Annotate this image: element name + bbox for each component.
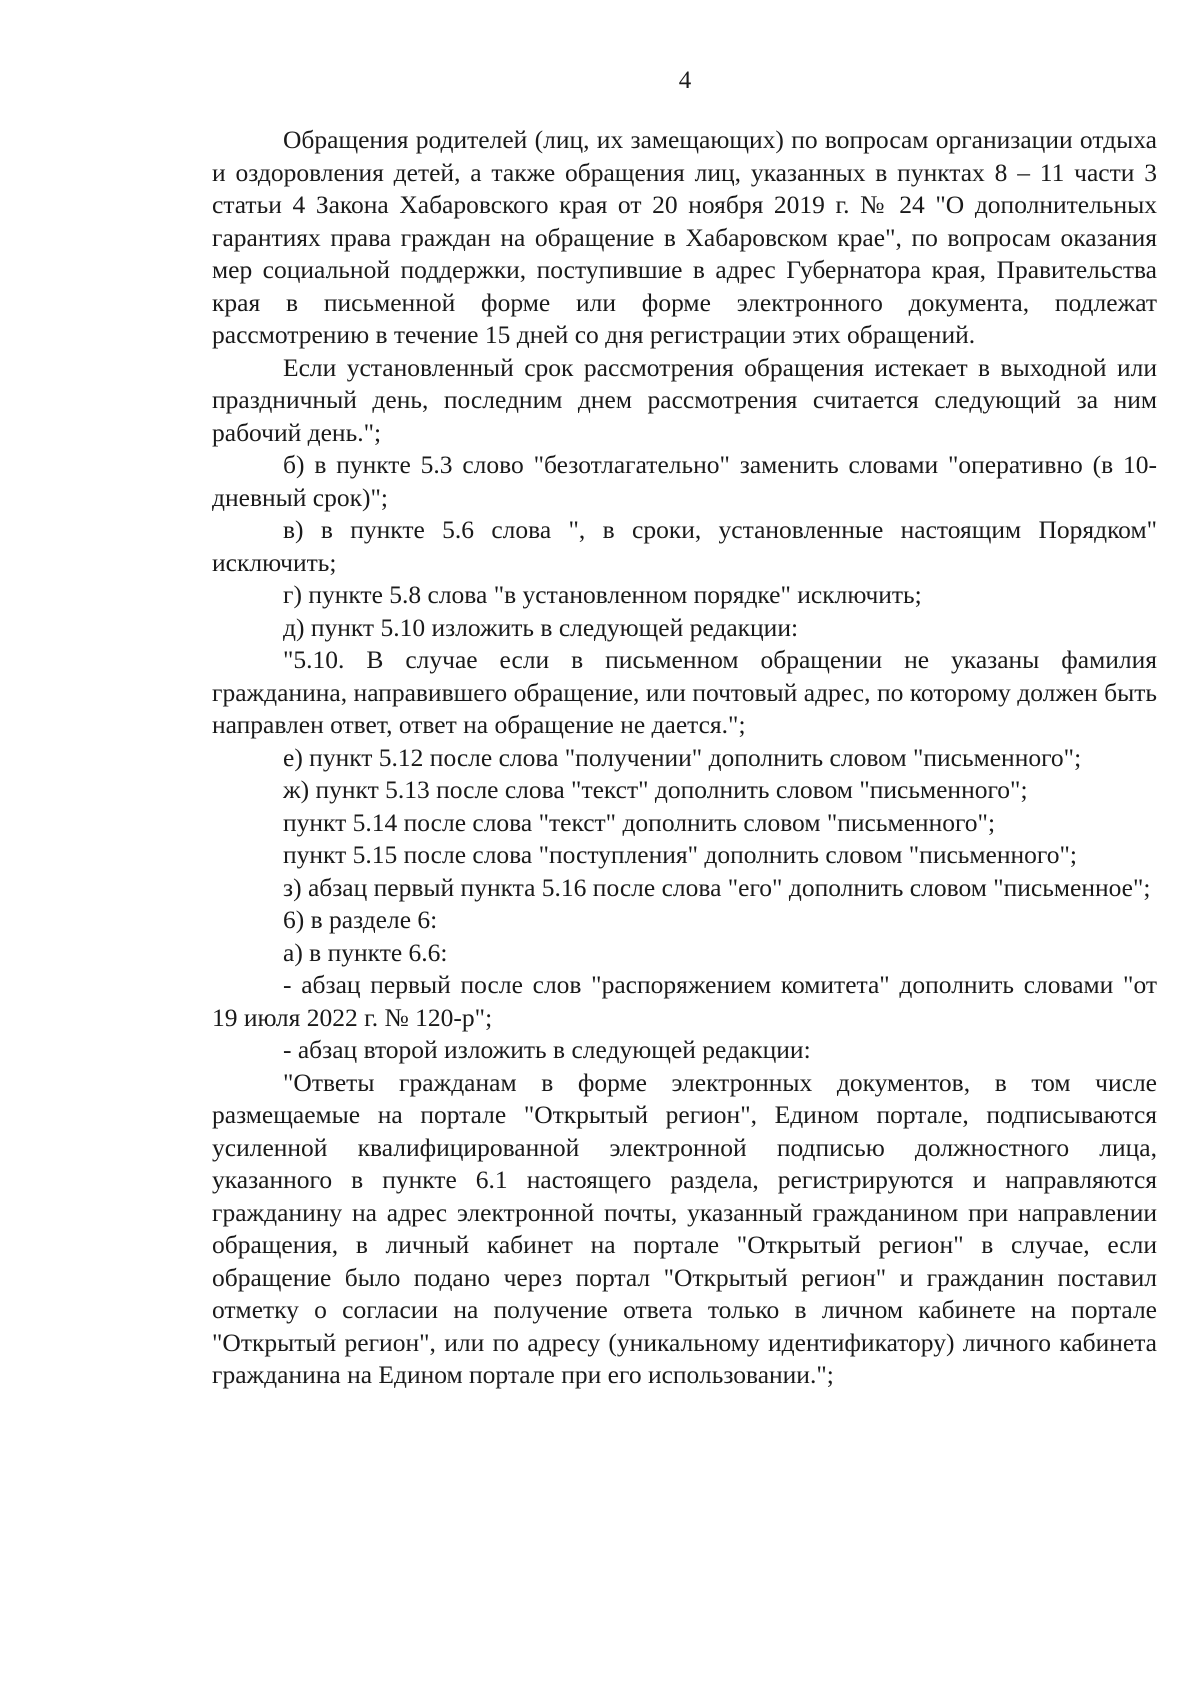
paragraph-5-14: пункт 5.14 после слова "текст" дополнить словом "письменного"; bbox=[283, 807, 996, 837]
paragraph-item-z-5-16: з) абзац первый пункта 5.16 после слова "его" дополнить словом "письменное"; bbox=[283, 872, 1151, 902]
paragraph-section-6: 6) в разделе 6: bbox=[283, 905, 438, 934]
paragraph-item-a-6-6: а) в пункте 6.6: bbox=[283, 937, 448, 967]
paragraph-5-15: пункт 5.15 после слова "поступления" дополнить словом "письменного"; bbox=[283, 840, 1077, 869]
paragraph-5-10-text: "5.10. В случае если в письменном обращении не указаны фамилия гражданина, направившего обращение, или почтовый адрес, по которому должен быть направлен ответ, ответ на обращение не дается."; bbox=[212, 645, 1157, 739]
paragraph-item-zh-5-13: ж) пункт 5.13 после слова "текст" дополнить словом "письменного"; bbox=[283, 775, 1028, 804]
paragraph-item-b-5-3: б) в пункте 5.3 слово "безотлагательно" заменить словами "оперативно (в 10-дневный срок)"; bbox=[212, 450, 1157, 512]
paragraph-item-e-5-12: е) пункт 5.12 после слова "получении" дополнить словом "письменного"; bbox=[283, 742, 1082, 772]
paragraph-deadline-holiday: Если установленный срок рассмотрения обращения истекает в выходной или праздничный день, последним днем рассмотрения считается следующий за ним рабочий день."; bbox=[212, 352, 1157, 447]
paragraph-appeals-parents: Обращения родителей (лиц, их замещающих) по вопросам организации отдыха и оздоровления детей, а также обращения лиц, указанных в пунктах 8 – 11 части 3 статьи 4 Закона Хабаровского края от 20 ноября 2019 г. № 24 "О дополнительных гарантиях права граждан на обращение в Хабаровском крае", по вопросам оказания мер социальной поддержки, поступившие в адрес Губернатора края, Правительства края в письменной форме или форме электронного документа, подлежат рассмотрению в течение 15 дней со дня регистрации этих обращений. bbox=[212, 125, 1157, 349]
paragraph-item-v-5-6: в) в пункте 5.6 слова ", в сроки, установленные настоящим Порядком" исключить; bbox=[212, 515, 1157, 577]
paragraph-electronic-answers: "Ответы гражданам в форме электронных документов, в том числе размещаемые на портале "Открытый регион", Едином портале, подписываются усиленной квалифицированной электронной подписью должностного лица, указанного в пункте 6.1 настоящего раздела, регистрируются и направляются гражданину на адрес электронной почты, указанный гражданином при направлении обращения, в личный кабинет на портале "Открытый регион" в случае, если обращение было подано через портал "Открытый регион" и гражданин поставил отметку о согласии на получение ответа только в личном кабинете на портале "Открытый регион", или по адресу (уникальному идентификатору) личного кабинета гражданина на Едином портале при его использовании."; bbox=[212, 1067, 1157, 1389]
document-body bbox=[212, 124, 1157, 1392]
page-number: 4 bbox=[678, 67, 692, 94]
paragraph-item-g-5-8: г) пункте 5.8 слова "в установленном порядке" исключить; bbox=[283, 580, 922, 609]
paragraph-first-abzac: - абзац первый после слов "распоряжением комитета" дополнить словами "от 19 июля 2022 г. № 120-р"; bbox=[212, 970, 1157, 1032]
paragraph-item-d-5-10: д) пункт 5.10 изложить в следующей редакции: bbox=[283, 612, 799, 642]
paragraph-second-abzac: - абзац второй изложить в следующей редакции: bbox=[283, 1035, 811, 1064]
